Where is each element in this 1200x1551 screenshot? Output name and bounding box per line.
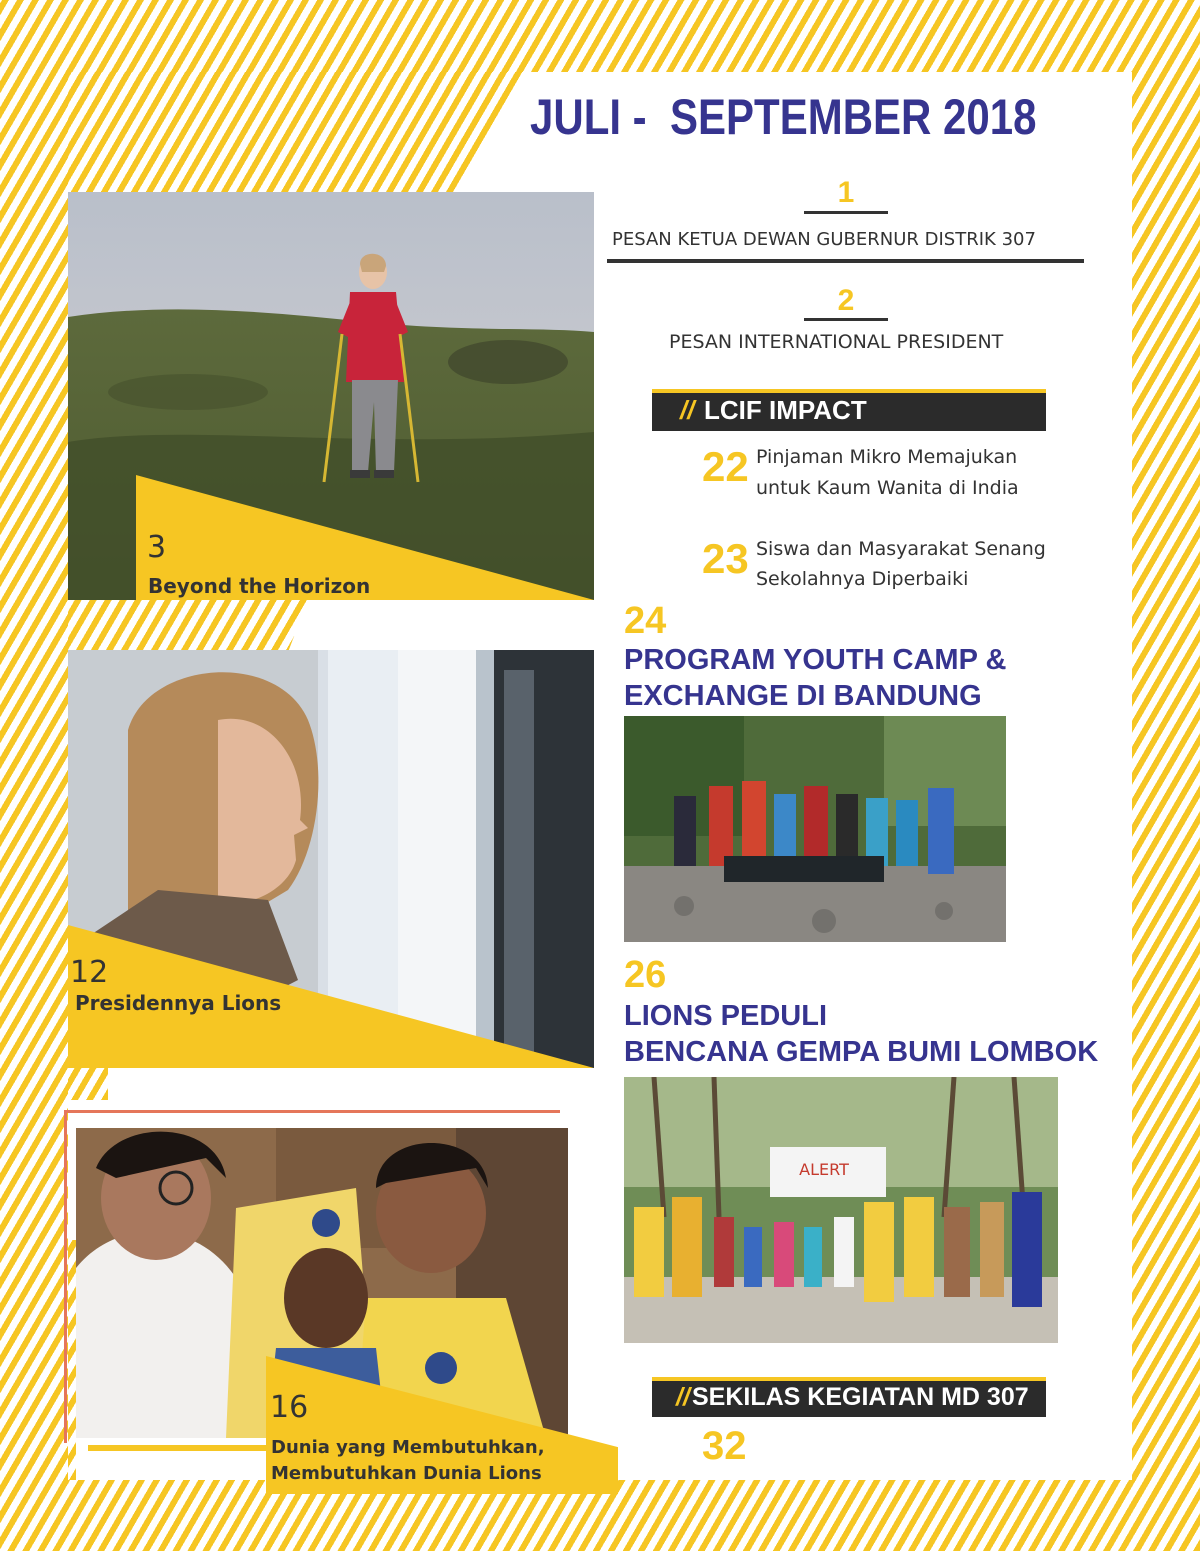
toc-2-rule bbox=[804, 318, 888, 321]
stripe-zone-low bbox=[68, 1068, 108, 1100]
stripe-zone-top bbox=[68, 72, 528, 192]
lcif-label: LCIF IMPACT bbox=[704, 395, 867, 425]
lombok-photo bbox=[624, 1077, 1058, 1343]
youth-camp-photo bbox=[624, 716, 1006, 942]
toc-1-rule bbox=[804, 211, 888, 214]
toc-2-label[interactable]: PESAN INTERNATIONAL PRESIDENT bbox=[669, 331, 1004, 353]
sekilas-label: SEKILAS KEGIATAN MD 307 bbox=[692, 1383, 1029, 1411]
lombok-title-line2[interactable]: BENCANA GEMPA BUMI LOMBOK bbox=[624, 1036, 1099, 1068]
sekilas-page: 32 bbox=[702, 1424, 747, 1468]
lcif-entry-2-page: 23 bbox=[702, 535, 749, 582]
lcif-entry-1-line2[interactable]: untuk Kaum Wanita di India bbox=[756, 477, 1019, 499]
sekilas-slash: // bbox=[676, 1383, 690, 1411]
feature-1-title[interactable]: Beyond the Horizon bbox=[148, 574, 371, 598]
lcif-impact-bar bbox=[652, 393, 1046, 431]
youth-title-line1[interactable]: PROGRAM YOUTH CAMP & bbox=[624, 644, 1007, 676]
lcif-slash: // bbox=[680, 395, 695, 425]
toc-1-label[interactable]: PESAN KETUA DEWAN GUBERNUR DISTRIK 307 bbox=[612, 229, 1036, 250]
issue-title: JULI - SEPTEMBER 2018 bbox=[530, 89, 1037, 145]
youth-page: 24 bbox=[624, 600, 667, 642]
feature-2-page: 12 bbox=[70, 955, 109, 990]
lombok-title-line1[interactable]: LIONS PEDULI bbox=[624, 1000, 828, 1032]
feature-2-title[interactable]: Presidennya Lions bbox=[75, 991, 282, 1015]
stripe-zone-mid bbox=[68, 600, 308, 650]
lcif-entry-2-line1[interactable]: Siswa dan Masyarakat Senang bbox=[756, 538, 1046, 560]
lcif-entry-1-line1[interactable]: Pinjaman Mikro Memajukan bbox=[756, 446, 1018, 468]
toc-2-page: 2 bbox=[837, 284, 855, 317]
feature-3-title-line1[interactable]: Dunia yang Membutuhkan, bbox=[271, 1437, 545, 1458]
feature-3-page: 16 bbox=[270, 1390, 309, 1425]
feature-1-page: 3 bbox=[147, 530, 167, 565]
toc-1-underline bbox=[607, 259, 1084, 263]
svg-text:ALERT: ALERT bbox=[799, 1160, 849, 1179]
toc-1-page: 1 bbox=[837, 176, 855, 209]
sekilas-bar bbox=[652, 1381, 1046, 1417]
lcif-entry-1-page: 22 bbox=[702, 443, 749, 490]
feature-3-title-line2[interactable]: Membutuhkan Dunia Lions bbox=[271, 1463, 542, 1484]
youth-title-line2[interactable]: EXCHANGE DI BANDUNG bbox=[624, 680, 982, 712]
lombok-page: 26 bbox=[624, 954, 667, 996]
lcif-entry-2-line2[interactable]: Sekolahnya Diperbaiki bbox=[756, 568, 969, 590]
